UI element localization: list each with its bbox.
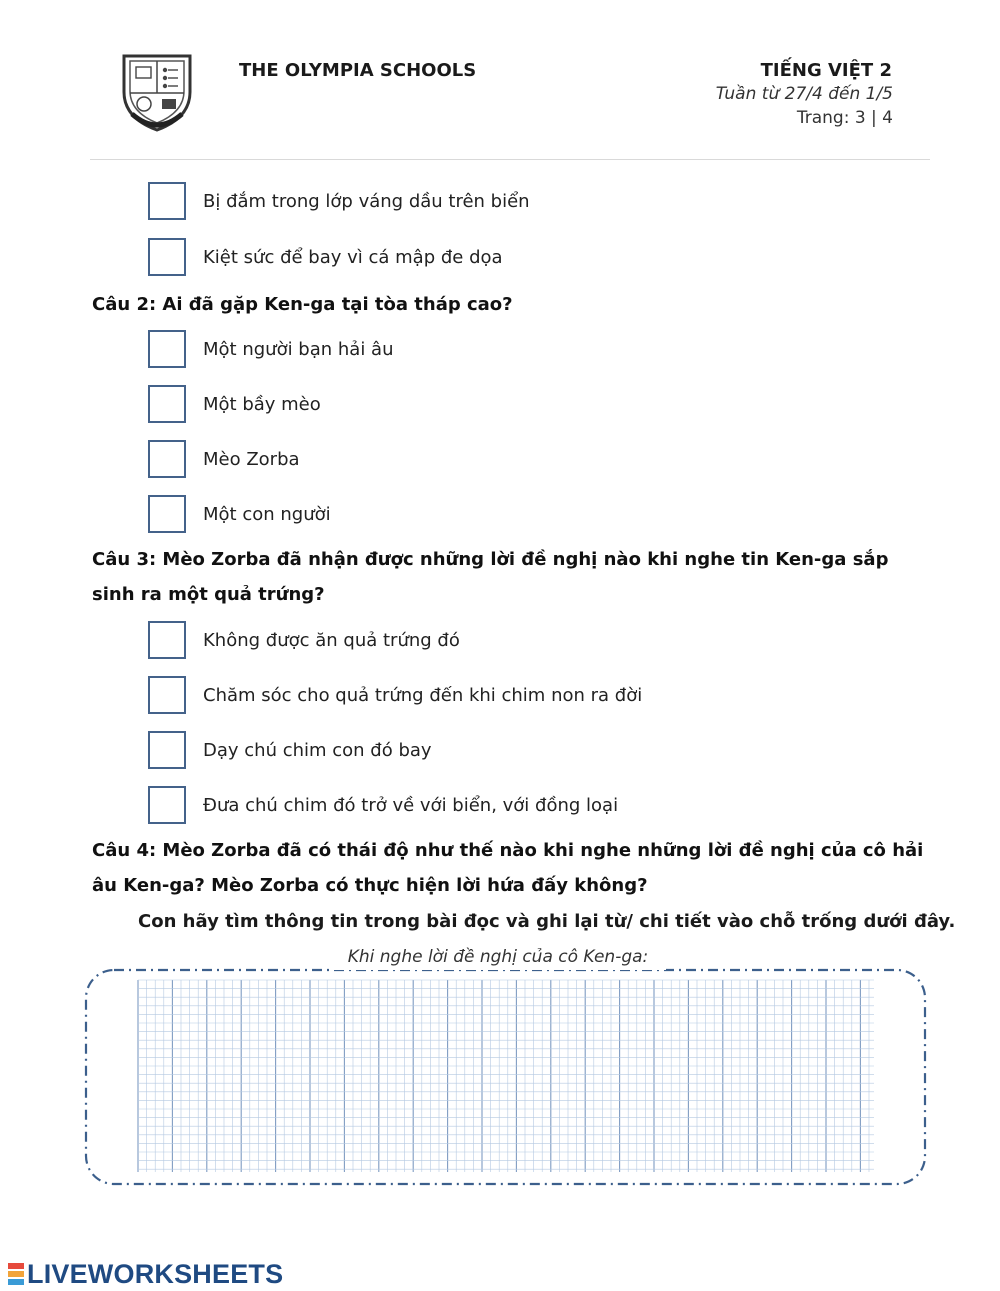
header-divider: [90, 159, 930, 160]
option-label: Không được ăn quả trứng đó: [203, 629, 460, 651]
question-3: Câu 3: Mèo Zorba đã nhận được những lời đề nghị nào khi nghe tin Ken-ga sắp sinh ra một quả trứng?: [92, 549, 889, 605]
checkbox[interactable]: [148, 676, 186, 714]
instruction: Con hãy tìm thông tin trong bài đọc và ghi lại từ/ chi tiết vào chỗ trống dưới đây.: [138, 911, 956, 932]
answer-writing-area[interactable]: [84, 968, 927, 1186]
brand-logo-icon: [8, 1263, 24, 1285]
option-label: Một con người: [203, 503, 331, 525]
question-4: Câu 4: Mèo Zorba đã có thái độ như thế nào khi nghe những lời đề nghị của cô hải âu Ken-ga? Mèo Zorba có thực hiện lời hứa đấy không?: [92, 840, 924, 896]
q3-option-1[interactable]: [148, 620, 460, 660]
q3-option-3[interactable]: [148, 730, 432, 770]
q2-option-3[interactable]: [148, 439, 300, 479]
checkbox[interactable]: [148, 495, 186, 533]
liveworksheets-brand: [8, 1259, 283, 1289]
checkbox[interactable]: [148, 731, 186, 769]
q3-option-2[interactable]: [148, 675, 642, 715]
option-label: Một bầy mèo: [203, 393, 321, 415]
week-range: Tuần từ 27/4 đến 1/5: [715, 84, 893, 104]
option-label: Bị đắm trong lớp váng dầu trên biển: [203, 190, 530, 212]
school-crest-logo: [118, 48, 196, 132]
option-label: Dạy chú chim con đó bay: [203, 739, 432, 761]
writing-grid: [138, 980, 874, 1172]
checkbox[interactable]: [148, 182, 186, 220]
q2-option-4[interactable]: [148, 494, 331, 534]
question-2: Câu 2: Ai đã gặp Ken-ga tại tòa tháp cao?: [92, 294, 513, 315]
answer-box-label: Khi nghe lời đề nghị của cô Ken-ga:: [330, 944, 666, 970]
checkbox[interactable]: [148, 621, 186, 659]
option-label: Kiệt sức để bay vì cá mập đe dọa: [203, 246, 503, 268]
q2-option-2[interactable]: [148, 384, 321, 424]
checkbox[interactable]: [148, 238, 186, 276]
checkbox[interactable]: [148, 330, 186, 368]
brand-name: LIVEWORKSHEETS: [27, 1258, 284, 1289]
option-label: Mèo Zorba: [203, 448, 300, 470]
checkbox[interactable]: [148, 786, 186, 824]
option-label: Đưa chú chim đó trở về với biển, với đồng loại: [203, 794, 619, 816]
q3-option-4[interactable]: [148, 785, 618, 825]
checkbox[interactable]: [148, 440, 186, 478]
checkbox[interactable]: [148, 385, 186, 423]
q1-option-2[interactable]: [148, 237, 503, 277]
subject-title: TIẾNG VIỆT 2: [760, 60, 892, 81]
q1-option-1[interactable]: [148, 181, 530, 221]
option-label: Chăm sóc cho quả trứng đến khi chim non ra đời: [203, 684, 643, 706]
school-name: THE OLYMPIA SCHOOLS: [239, 60, 477, 81]
option-label: Một người bạn hải âu: [203, 338, 394, 360]
q2-option-1[interactable]: [148, 329, 394, 369]
page-number: Trang: 3 | 4: [796, 108, 893, 128]
